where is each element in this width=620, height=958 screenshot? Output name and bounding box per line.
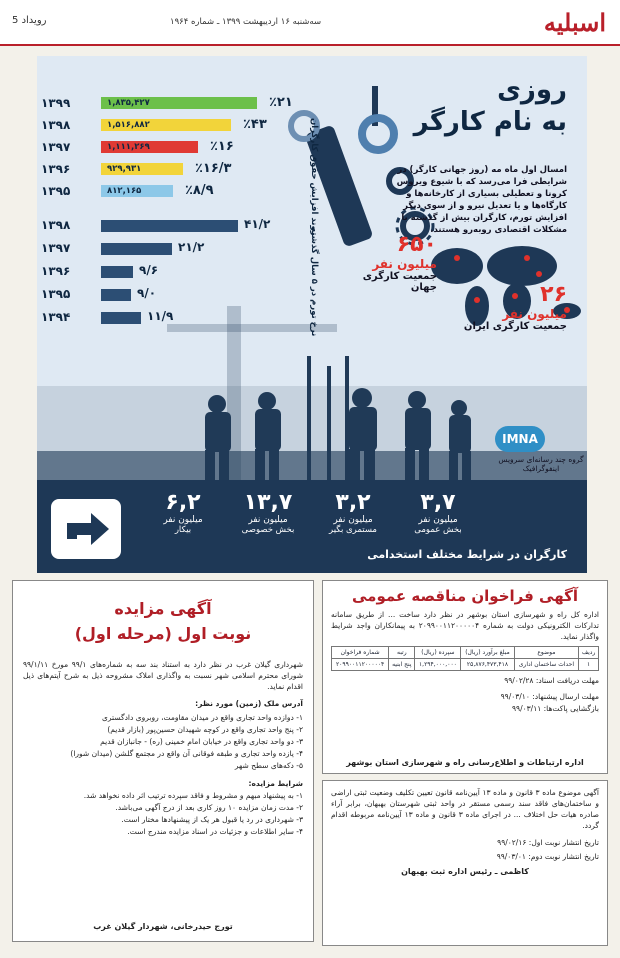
- employment-stat: [312, 490, 394, 535]
- iran-workers-stat: ۲۶ میلیون نفر جمعیت کارگری ایران: [463, 282, 567, 332]
- wage-percent-label: ٪۱۶: [210, 139, 234, 154]
- list-item: ۱- به پیشنهاد مبهم و مشروط و فاقد سپرده ترتیب اثر داده نخواهد شد.: [83, 791, 303, 800]
- employment-stat-number: ۳,۲: [335, 490, 371, 515]
- workers-illustration: [187, 356, 487, 481]
- wage-year-label: ۱۳۹۵: [41, 184, 71, 198]
- wage-year-label: ۱۳۹۶: [41, 162, 71, 176]
- page-number: 5: [12, 15, 19, 26]
- inflation-bar: [101, 289, 131, 301]
- inflation-bar: [101, 266, 133, 278]
- registration-notice: [322, 780, 608, 946]
- wage-percent-label: ٪۴۳: [243, 117, 267, 132]
- list-item: ۲- پنج واحد تجاری واقع در کوچه شهیدان حسین‌پور (بازار قدیم): [107, 725, 303, 734]
- inflation-chart: [41, 218, 307, 338]
- employment-stat-caption: بخش عمومی: [414, 525, 462, 535]
- employment-stat-number: ۳,۷: [420, 490, 456, 515]
- arrow-icon: [51, 499, 121, 559]
- tender-signature: اداره ارتباطات و اطلاع‌رسانی راه و شهرسازی استان بوشهر: [346, 758, 584, 767]
- auction-notice: [12, 580, 314, 942]
- employment-footer: [37, 480, 587, 573]
- inflation-value-label: ۲۱/۲: [178, 240, 205, 254]
- notice-signature: کاظمی ـ رئیس اداره ثبت بهبهان: [401, 867, 529, 876]
- inflation-value-label: ۴۱/۲: [244, 217, 271, 231]
- employment-stat-unit: میلیون نفر: [333, 515, 373, 525]
- inflation-value-label: ۹/۶: [139, 263, 159, 277]
- wage-bar: ۹۲۹,۹۳۱: [101, 163, 183, 175]
- tender-date-2: مهلت ارسال پیشنهاد: ۹۹/۰۳/۱۰: [500, 692, 599, 701]
- wage-percent-label: ٪۱۶/۳: [195, 161, 232, 176]
- newspaper-logo: اسبلیه: [543, 8, 606, 37]
- notice-date-1: تاریخ انتشار نوبت اول: ۹۹/۰۲/۱۶: [497, 838, 599, 847]
- wage-bar: ۱,۱۱۱,۲۶۹: [101, 141, 198, 153]
- table-row: ۱ احداث ساختمان اداری ۲۵,۸۷۶,۴۷۳,۴۱۸ ۱,۲۹۴,۰۰۰,۰۰۰ پنج ابنیه ۲۰۹۹۰۰۱۱۲۰۰۰۰۰۴: [332, 659, 599, 671]
- employment-stat-caption: مستمری بگیر: [329, 525, 377, 535]
- auction-signature: تورج حیدرخانی، شهردار گیلان غرب: [93, 922, 233, 931]
- infographic-title: روزی به نام کارگر: [413, 75, 567, 137]
- notice-date-2: تاریخ انتشار نوبت دوم: ۹۹/۰۳/۰۱: [496, 852, 599, 861]
- employment-stat: [397, 490, 479, 535]
- inflation-chart-label: نرخ تورم در ۵ سال گذشته: [309, 226, 319, 336]
- inflation-bar: [101, 220, 238, 232]
- auction-text: شهرداری گیلان غرب در نظر دارد به استناد بند سه به شماره‌های ۹۹/۱ مورخ ۹۹/۱/۱۱ شورای محترم اسلامی شهر نسبت به واگذاری املاک مشروحه ذیل به شرح آیتم‌های ذیل اقدام نماید.: [23, 660, 304, 691]
- infographic: [37, 56, 587, 573]
- world-workers-stat: ۶۵۰ میلیون نفر جمعیت کارگری جهان: [362, 232, 437, 293]
- list-item: ۲- مدت زمان مزایده ۱۰ روز کاری بعد از درج آگهی می‌باشد.: [115, 803, 303, 812]
- tender-date-1: مهلت دریافت اسناد: ۹۹/۰۲/۲۸: [504, 676, 599, 685]
- employment-stat-number: ۶,۲: [165, 490, 201, 515]
- source-logo: [495, 426, 587, 473]
- list-item: ۳- شهرداری در رد یا قبول هر یک از پیشنهادها مختار است.: [121, 815, 303, 824]
- intro-text: امسال اول ماه مه (روز جهانی کارگر) در شرایطی فرا می‌رسد که با شیوع ویروس کرونا و تعطیلی بسیاری از کارخانه‌ها و کارگاه‌ها و یا تعدیل نیرو و از سوی دیگر افزایش تورم، کارگران بیش از گذشته با مشکلات اقتصادی روبه‌رو هستند.: [396, 165, 567, 235]
- inflation-bar: [101, 243, 172, 255]
- inflation-year-label: ۱۳۹۶: [41, 264, 71, 278]
- notice-text: آگهی موضوع ماده ۳ قانون و ماده ۱۳ آیین‌نامه قانون تعیین تکلیف وضعیت ثبتی اراضی و ساختمان‌های فاقد سند رسمی مستقر در واحد ثبتی شهرستان بهبهان، برابر آراء صادره هیات حل اختلاف ... در اجرای ماده ۳ قانون و ماده ۱۳ آیین‌نامه مربوطه اقدام گردد.: [331, 788, 599, 830]
- tender-text: اداره کل راه و شهرسازی استان بوشهر در نظر دارد ساخت ... از طریق سامانه تدارکات الکترونیکی دولت به شماره ۲۰۹۹۰۰۱۱۲۰۰۰۰۰۴ به پیمانکاران واجد شرایط واگذار نماید.: [331, 610, 599, 641]
- employment-stat: [142, 490, 224, 535]
- wage-year-label: ۱۳۹۹: [41, 96, 71, 110]
- auction-subtitle: نوبت اول (مرحله اول): [74, 624, 252, 643]
- auction-conditions-label: شرایط مزایده:: [248, 779, 303, 788]
- employment-stat-number: ۱۳,۷: [243, 490, 293, 515]
- inflation-value-label: ۹/۰: [137, 286, 157, 300]
- wage-bar: ۸۱۲,۱۶۵: [101, 185, 173, 197]
- list-item: ۵- دکه‌های سطح شهر: [234, 761, 303, 770]
- employment-stat-unit: میلیون نفر: [248, 515, 288, 525]
- inflation-year-label: ۱۳۹۵: [41, 287, 71, 301]
- inflation-year-label: ۱۳۹۴: [41, 310, 71, 324]
- wage-chart-label: روند افزایش حقوق کارگران: [309, 118, 319, 236]
- list-item: ۱- دوازده واحد تجاری واقع در میدان مقاومت، روبروی دادگستری: [102, 713, 303, 722]
- wage-bar: ۱,۵۱۶,۸۸۲: [101, 119, 231, 131]
- tender-table: [331, 646, 599, 671]
- footer-caption: کارگران در شرایط مختلف استخدامی: [367, 548, 567, 561]
- wage-year-label: ۱۳۹۸: [41, 118, 71, 132]
- section-label: رویداد 5: [12, 15, 47, 26]
- source-caption: گروه چند رسانه‌ای سرویس اینفوگرافیک: [498, 455, 584, 473]
- wage-percent-label: ٪۸/۹: [185, 183, 214, 198]
- wage-percent-label: ٪۲۱: [269, 95, 293, 110]
- tender-notice: [322, 580, 608, 774]
- tender-title: آگهی فراخوان مناقصه عمومی: [352, 587, 578, 605]
- inflation-year-label: ۱۳۹۸: [41, 218, 71, 232]
- employment-stat-unit: میلیون نفر: [163, 515, 203, 525]
- auction-title: آگهی مزایده: [114, 599, 212, 618]
- wage-bar: ۱,۸۳۵,۴۲۷: [101, 97, 257, 109]
- page-header: [0, 0, 620, 46]
- wage-year-label: ۱۳۹۷: [41, 140, 71, 154]
- issue-date: سه‌شنبه ۱۶ اردیبهشت ۱۳۹۹ ـ شماره ۱۹۶۴: [170, 17, 322, 27]
- inflation-year-label: ۱۳۹۷: [41, 241, 71, 255]
- list-item: ۴- یازده واحد تجاری و طبقه فوقانی آن واقع در مجتمع گلشن (میدان شورا): [70, 749, 303, 758]
- employment-stat-unit: میلیون نفر: [418, 515, 458, 525]
- wage-chart: [41, 96, 307, 206]
- employment-stat: [227, 490, 309, 535]
- auction-items-label: آدرس ملک (زمین) مورد نظر:: [195, 699, 303, 708]
- inflation-bar: [101, 312, 141, 324]
- employment-stat-caption: بخش خصوصی: [241, 525, 295, 535]
- table-header-row: ردیف موضوع مبلغ برآورد (ریال) سپرده (ریال) رتبه شماره فراخوان: [332, 647, 599, 659]
- imna-logo: IMNA: [495, 426, 545, 452]
- list-item: ۴- سایر اطلاعات و جزئیات در اسناد مزایده مندرج است.: [127, 827, 303, 836]
- list-item: ۳- دو واحد تجاری واقع در خیابان امام خمینی (ره) - جانبازان قدیم: [100, 737, 303, 746]
- employment-stat-caption: بیکار: [174, 525, 192, 535]
- inflation-value-label: ۱۱/۹: [147, 309, 174, 323]
- tender-date-3: بازگشایی پاکت‌ها: ۹۹/۰۳/۱۱: [512, 704, 599, 713]
